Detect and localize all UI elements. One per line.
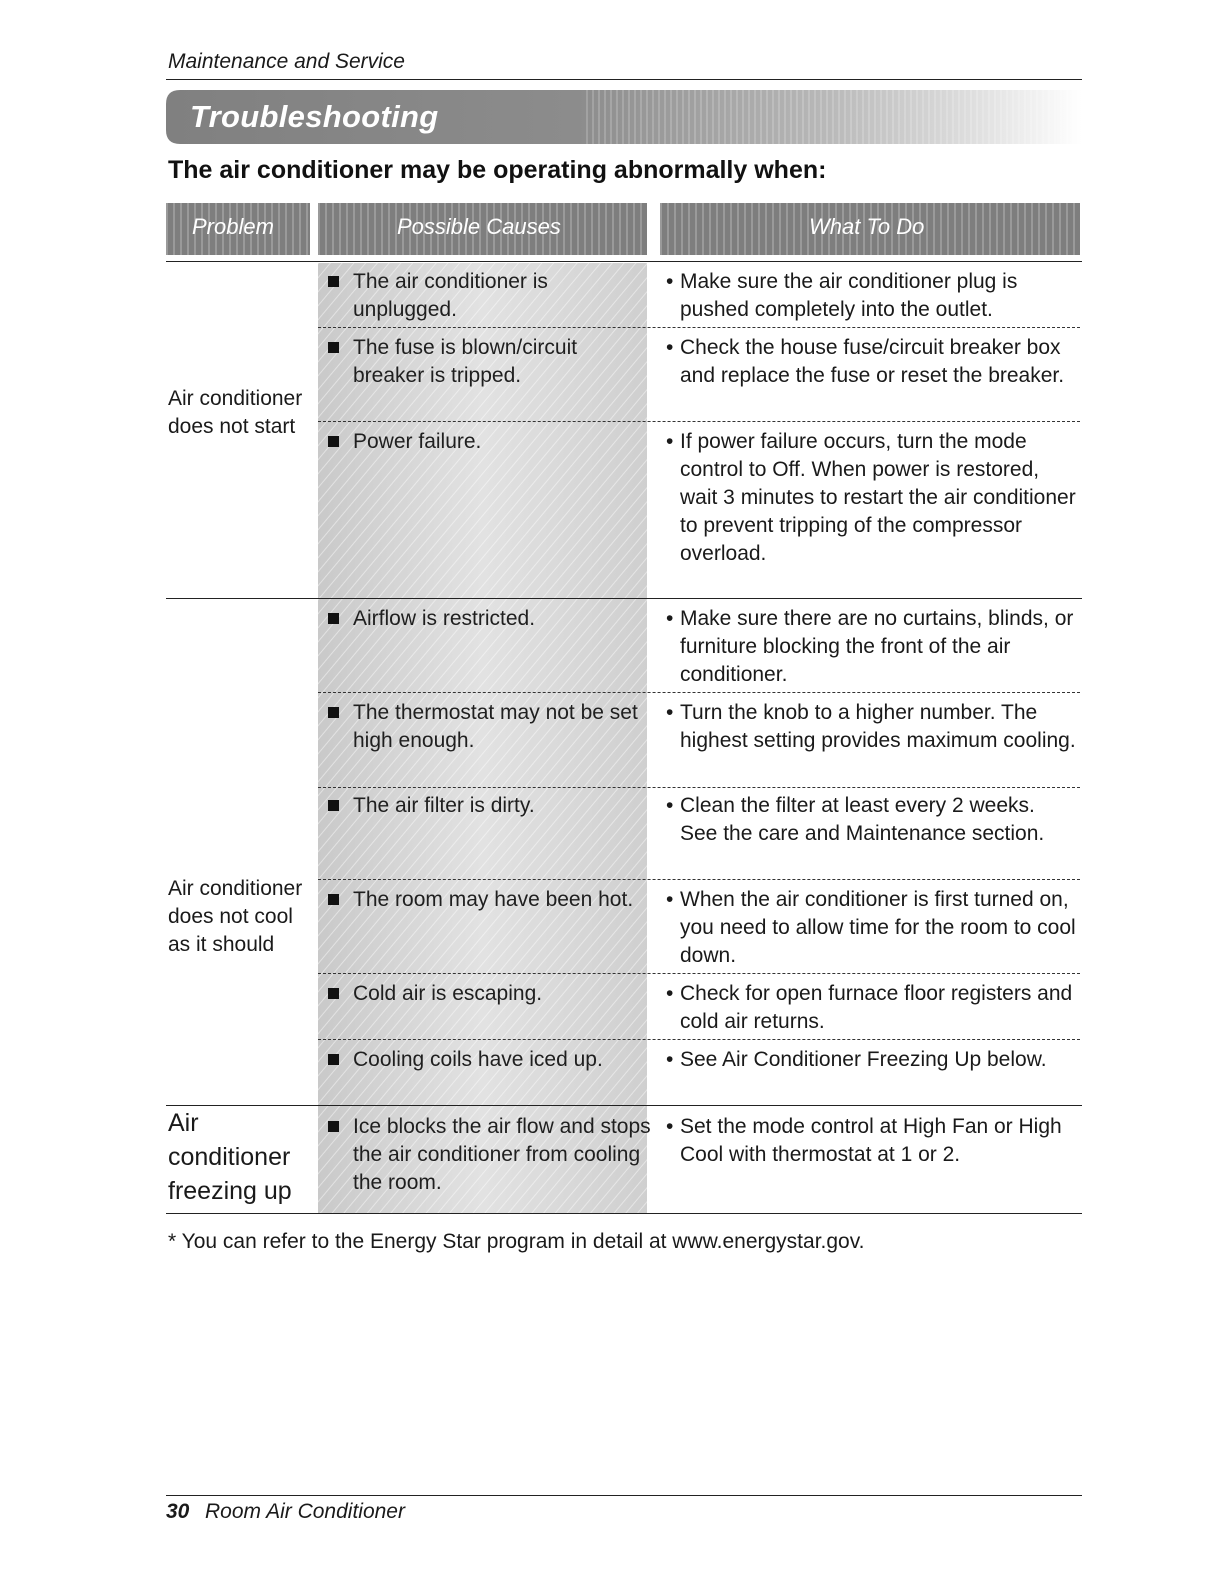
todo-text: Turn the knob to a higher number. The highest setting provides maximum cooling.: [680, 701, 1076, 752]
todo-text: Check for open furnace floor registers and cold air returns.: [680, 982, 1073, 1033]
header-causes-label: Possible Causes: [397, 214, 561, 239]
dot-bullet-icon: •: [666, 336, 674, 359]
square-bullet-icon: [328, 988, 339, 999]
document-title: Room Air Conditioner: [205, 1500, 405, 1523]
todo-text: See Air Conditioner Freezing Up below.: [680, 1048, 1047, 1071]
section-label: Maintenance and Service: [168, 50, 405, 73]
header-problem-label: Problem: [192, 214, 274, 239]
cause-text: Airflow is restricted.: [353, 607, 536, 630]
todo-text: Make sure the air conditioner plug is pushed completely into the outlet.: [680, 270, 1018, 321]
todo-text: When the air conditioner is first turned on, you need to allow time for the room to cool down.: [680, 888, 1076, 967]
dot-bullet-icon: •: [666, 1048, 674, 1071]
dot-bullet-icon: •: [666, 607, 674, 630]
todo-text: Set the mode control at High Fan or High Cool with thermostat at 1 or 2.: [680, 1115, 1062, 1166]
square-bullet-icon: [328, 613, 339, 624]
dot-bullet-icon: •: [666, 701, 674, 724]
cause-text: Ice blocks the air flow and stops the air conditioner from cooling the room.: [353, 1115, 651, 1194]
square-bullet-icon: [328, 342, 339, 353]
group-divider: [166, 598, 1082, 599]
square-bullet-icon: [328, 1054, 339, 1065]
header-todo-label: What To Do: [809, 214, 925, 239]
cause-text: The air conditioner is unplugged.: [353, 270, 548, 321]
square-bullet-icon: [328, 276, 339, 287]
todo-text: Check the house fuse/circuit breaker box and replace the fuse or reset the breaker.: [680, 336, 1065, 387]
row-divider: [318, 1039, 1080, 1040]
cause-text: Power failure.: [353, 430, 482, 453]
problem-does-not-start: Air conditioner does not start: [168, 387, 303, 438]
cause-text: The air filter is dirty.: [353, 794, 535, 817]
page-number: 30: [166, 1500, 190, 1523]
top-rule: [166, 79, 1082, 80]
dot-bullet-icon: •: [666, 794, 674, 817]
cause-text: Cold air is escaping.: [353, 982, 543, 1005]
problem-freezing-up: Air conditioner freezing up: [168, 1109, 292, 1205]
square-bullet-icon: [328, 1121, 339, 1132]
footnote: * You can refer to the Energy Star program in detail at www.energystar.gov.: [168, 1230, 865, 1253]
cause-text: Cooling coils have iced up.: [353, 1048, 603, 1071]
row-divider: [318, 421, 1080, 422]
cause-text: The thermostat may not be set high enough.: [353, 701, 638, 752]
dot-bullet-icon: •: [666, 430, 674, 453]
todo-text: If power failure occurs, turn the mode control to Off. When power is restored, wait 3 minutes to restart the air conditioner to prevent tripping of the compressor overload.: [680, 430, 1076, 565]
banner-title: Troubleshooting: [190, 99, 439, 134]
bottom-rule: [166, 1495, 1082, 1496]
section-heading: The air conditioner may be operating abnormally when:: [168, 156, 827, 184]
header-causes: [318, 203, 647, 255]
title-banner: [166, 90, 1082, 144]
header-problem: [166, 203, 310, 255]
square-bullet-icon: [328, 707, 339, 718]
todo-text: Clean the filter at least every 2 weeks. See the care and Maintenance section.: [680, 794, 1045, 845]
dot-bullet-icon: •: [666, 270, 674, 293]
dot-bullet-icon: •: [666, 1115, 674, 1138]
square-bullet-icon: [328, 800, 339, 811]
cause-text: The fuse is blown/circuit breaker is tripped.: [353, 336, 578, 387]
dot-bullet-icon: •: [666, 982, 674, 1005]
square-bullet-icon: [328, 436, 339, 447]
todo-text: Make sure there are no curtains, blinds, or furniture blocking the front of the air conditioner.: [680, 607, 1074, 686]
row-divider: [318, 692, 1080, 693]
square-bullet-icon: [328, 894, 339, 905]
row-divider: [318, 327, 1080, 328]
dot-bullet-icon: •: [666, 888, 674, 911]
problem-does-not-cool: Air conditioner does not cool as it should: [168, 877, 303, 956]
row-divider: [318, 879, 1080, 880]
cause-text: The room may have been hot.: [353, 888, 634, 911]
row-divider: [318, 973, 1080, 974]
row-divider: [318, 787, 1080, 788]
header-todo: [660, 203, 1080, 255]
table-bottom-rule: [166, 1213, 1082, 1214]
table-top-rule: [166, 261, 1082, 262]
